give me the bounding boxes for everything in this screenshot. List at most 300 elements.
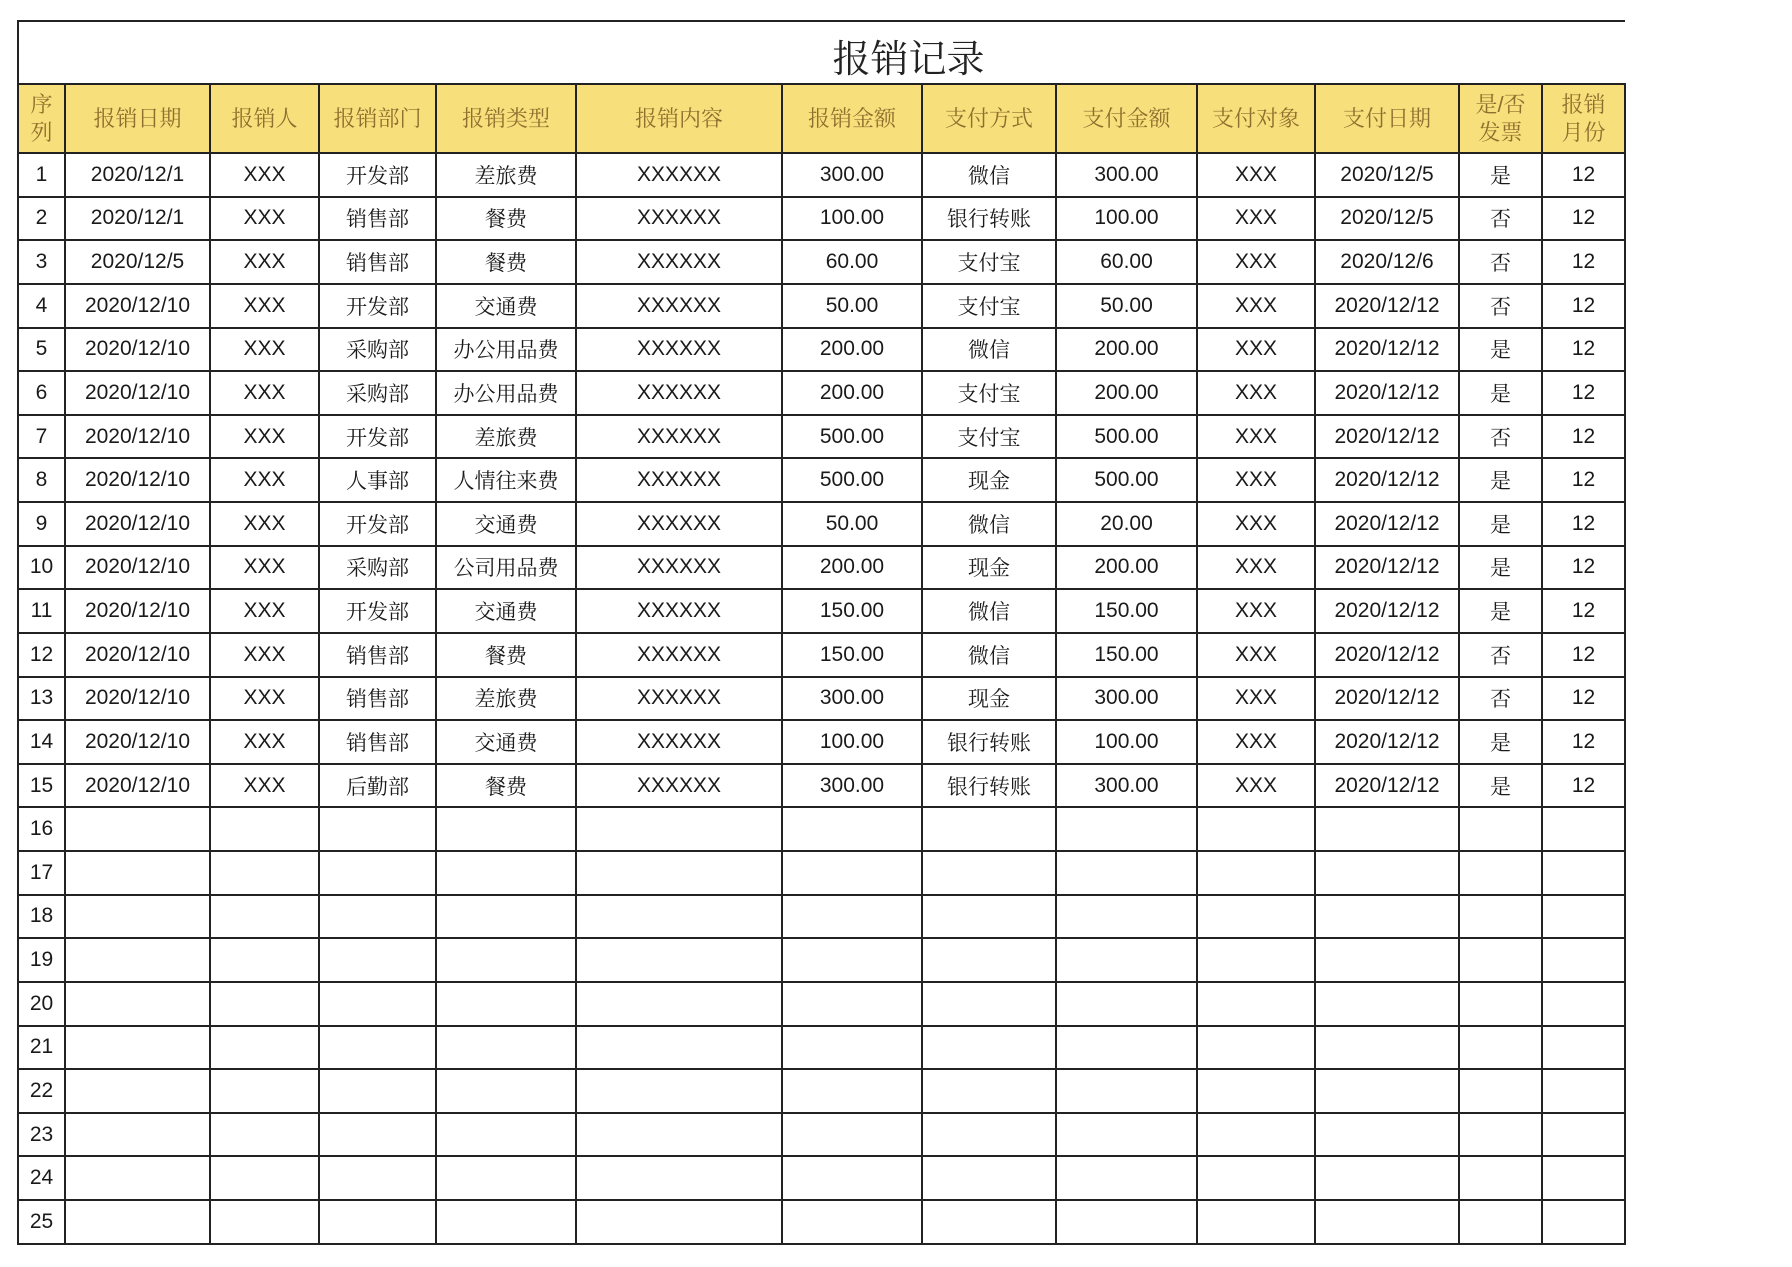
reimburse-month: 12	[1542, 458, 1625, 502]
department: 销售部	[319, 720, 436, 764]
department: 人事部	[319, 458, 436, 502]
header-line: 列	[30, 119, 53, 145]
reimburse-amount: 50.00	[782, 502, 922, 546]
empty-cell	[319, 895, 436, 939]
empty-cell	[1197, 851, 1315, 895]
payment-method: 银行转账	[922, 764, 1056, 808]
expense-type: 餐费	[436, 764, 576, 808]
empty-cell	[576, 1026, 782, 1070]
empty-cell	[65, 1200, 210, 1244]
row-number: 4	[18, 284, 65, 328]
paid-amount: 100.00	[1056, 197, 1197, 241]
department: 后勤部	[319, 764, 436, 808]
invoice-flag: 是	[1459, 153, 1542, 197]
empty-cell	[576, 938, 782, 982]
payment-method: 现金	[922, 677, 1056, 721]
table-row	[18, 677, 1625, 721]
header-line: 发票	[1478, 119, 1523, 145]
empty-cell	[1315, 938, 1459, 982]
empty-cell	[922, 1113, 1056, 1157]
invoice-flag: 否	[1459, 677, 1542, 721]
table-row	[18, 720, 1625, 764]
reimburse-date: 2020/12/5	[65, 240, 210, 284]
expense-content: XXXXXX	[576, 677, 782, 721]
department: 销售部	[319, 677, 436, 721]
empty-cell	[1459, 982, 1542, 1026]
empty-cell	[1197, 1113, 1315, 1157]
department: 开发部	[319, 502, 436, 546]
invoice-flag: 是	[1459, 589, 1542, 633]
header-line: 支付日期	[1342, 105, 1431, 131]
row-number: 3	[18, 240, 65, 284]
table-row	[18, 982, 1625, 1026]
reimburse-date: 2020/12/10	[65, 284, 210, 328]
table-row	[18, 1113, 1625, 1157]
row-number: 8	[18, 458, 65, 502]
expense-content: XXXXXX	[576, 415, 782, 459]
header-line: 报销类型	[461, 105, 550, 131]
header-line: 月份	[1561, 119, 1606, 145]
empty-cell	[319, 807, 436, 851]
table-row	[18, 415, 1625, 459]
reimburse-amount: 60.00	[782, 240, 922, 284]
reimburse-month: 12	[1542, 633, 1625, 677]
reimburse-amount: 200.00	[782, 546, 922, 590]
table-row	[18, 371, 1625, 415]
empty-cell	[65, 807, 210, 851]
table-row	[18, 1156, 1625, 1200]
invoice-flag: 否	[1459, 240, 1542, 284]
payment-method: 支付宝	[922, 371, 1056, 415]
reimburse-month: 12	[1542, 240, 1625, 284]
header-line: 支付金额	[1082, 105, 1171, 131]
expense-type: 差旅费	[436, 415, 576, 459]
payee: XXX	[1197, 764, 1315, 808]
empty-cell	[1315, 895, 1459, 939]
expense-content: XXXXXX	[576, 153, 782, 197]
payment-method: 支付宝	[922, 284, 1056, 328]
reimburse-date: 2020/12/10	[65, 546, 210, 590]
reimburse-amount: 100.00	[782, 720, 922, 764]
reimburse-date: 2020/12/10	[65, 415, 210, 459]
reimburse-amount: 200.00	[782, 371, 922, 415]
empty-cell	[436, 1156, 576, 1200]
row-number: 9	[18, 502, 65, 546]
expense-content: XXXXXX	[576, 633, 782, 677]
table-row	[18, 633, 1625, 677]
col-header-content	[576, 84, 782, 153]
empty-cell	[1056, 1026, 1197, 1070]
department: 采购部	[319, 546, 436, 590]
expense-content: XXXXXX	[576, 458, 782, 502]
empty-cell	[319, 1200, 436, 1244]
reimburser: XXX	[210, 546, 319, 590]
reimburse-amount: 100.00	[782, 197, 922, 241]
reimburse-date: 2020/12/10	[65, 720, 210, 764]
invoice-flag: 是	[1459, 546, 1542, 590]
payee: XXX	[1197, 720, 1315, 764]
reimburse-date: 2020/12/1	[65, 197, 210, 241]
empty-cell	[210, 982, 319, 1026]
table-row	[18, 764, 1625, 808]
paid-amount: 150.00	[1056, 633, 1197, 677]
empty-cell	[1459, 1200, 1542, 1244]
empty-cell	[319, 938, 436, 982]
department: 销售部	[319, 240, 436, 284]
table-row	[18, 1069, 1625, 1113]
empty-cell	[782, 807, 922, 851]
empty-cell	[436, 938, 576, 982]
empty-cell	[1056, 1200, 1197, 1244]
empty-cell	[782, 1200, 922, 1244]
reimburse-date: 2020/12/10	[65, 764, 210, 808]
empty-cell	[65, 1113, 210, 1157]
empty-cell	[922, 938, 1056, 982]
reimburser: XXX	[210, 240, 319, 284]
empty-cell	[65, 1156, 210, 1200]
empty-cell	[319, 851, 436, 895]
payee: XXX	[1197, 502, 1315, 546]
empty-cell	[576, 1200, 782, 1244]
empty-cell	[210, 1200, 319, 1244]
reimburse-month: 12	[1542, 589, 1625, 633]
reimburse-month: 12	[1542, 371, 1625, 415]
invoice-flag: 是	[1459, 720, 1542, 764]
payee: XXX	[1197, 328, 1315, 372]
col-header-invoice	[1459, 84, 1542, 153]
row-number: 24	[18, 1156, 65, 1200]
payment-method: 微信	[922, 633, 1056, 677]
row-number: 25	[18, 1200, 65, 1244]
empty-cell	[65, 1069, 210, 1113]
row-number: 6	[18, 371, 65, 415]
expense-type: 公司用品费	[436, 546, 576, 590]
reimburse-amount: 500.00	[782, 458, 922, 502]
empty-cell	[1315, 851, 1459, 895]
empty-cell	[576, 1069, 782, 1113]
empty-cell	[1056, 1069, 1197, 1113]
reimburse-amount: 300.00	[782, 764, 922, 808]
payee: XXX	[1197, 633, 1315, 677]
department: 销售部	[319, 633, 436, 677]
expense-type: 人情往来费	[436, 458, 576, 502]
reimburse-month: 12	[1542, 328, 1625, 372]
empty-cell	[1056, 1156, 1197, 1200]
row-number: 7	[18, 415, 65, 459]
empty-cell	[1542, 938, 1625, 982]
empty-cell	[1056, 807, 1197, 851]
invoice-flag: 否	[1459, 284, 1542, 328]
table-row	[18, 458, 1625, 502]
row-number: 1	[18, 153, 65, 197]
payment-method: 微信	[922, 328, 1056, 372]
empty-cell	[1459, 1069, 1542, 1113]
reimburse-amount: 150.00	[782, 633, 922, 677]
empty-cell	[1315, 982, 1459, 1026]
header-line: 是/否	[1475, 91, 1526, 117]
payment-date: 2020/12/12	[1315, 720, 1459, 764]
empty-cell	[1459, 895, 1542, 939]
department: 开发部	[319, 415, 436, 459]
reimburse-date: 2020/12/10	[65, 677, 210, 721]
empty-cell	[1056, 938, 1197, 982]
empty-cell	[1056, 982, 1197, 1026]
table-row	[18, 1026, 1625, 1070]
payment-date: 2020/12/12	[1315, 589, 1459, 633]
row-number: 15	[18, 764, 65, 808]
header-line: 报销部门	[333, 105, 422, 131]
empty-cell	[782, 1069, 922, 1113]
row-number: 22	[18, 1069, 65, 1113]
invoice-flag: 否	[1459, 415, 1542, 459]
expense-content: XXXXXX	[576, 546, 782, 590]
payment-method: 银行转账	[922, 197, 1056, 241]
table-row	[18, 197, 1625, 241]
empty-cell	[319, 982, 436, 1026]
empty-cell	[436, 1026, 576, 1070]
reimbursement-table	[17, 20, 1626, 1245]
empty-cell	[65, 1026, 210, 1070]
header-line: 报销内容	[634, 105, 723, 131]
empty-cell	[1197, 1156, 1315, 1200]
department: 采购部	[319, 328, 436, 372]
empty-cell	[436, 1113, 576, 1157]
col-header-seq	[18, 84, 65, 153]
empty-cell	[576, 982, 782, 1026]
empty-cell	[1315, 1200, 1459, 1244]
empty-cell	[319, 1069, 436, 1113]
reimburser: XXX	[210, 720, 319, 764]
empty-cell	[922, 1069, 1056, 1113]
payment-date: 2020/12/12	[1315, 458, 1459, 502]
empty-cell	[436, 982, 576, 1026]
row-number: 20	[18, 982, 65, 1026]
reimburse-date: 2020/12/10	[65, 458, 210, 502]
empty-cell	[1542, 1113, 1625, 1157]
empty-cell	[576, 895, 782, 939]
row-number: 11	[18, 589, 65, 633]
empty-cell	[922, 1200, 1056, 1244]
header-line: 报销	[1561, 91, 1606, 117]
reimburse-amount: 50.00	[782, 284, 922, 328]
payment-method: 现金	[922, 458, 1056, 502]
col-header-type	[436, 84, 576, 153]
payment-date: 2020/12/5	[1315, 197, 1459, 241]
expense-content: XXXXXX	[576, 328, 782, 372]
row-number: 21	[18, 1026, 65, 1070]
paid-amount: 300.00	[1056, 764, 1197, 808]
invoice-flag: 是	[1459, 328, 1542, 372]
empty-cell	[922, 1026, 1056, 1070]
header-line: 报销金额	[807, 105, 896, 131]
empty-cell	[65, 851, 210, 895]
empty-cell	[319, 1026, 436, 1070]
expense-content: XXXXXX	[576, 764, 782, 808]
empty-cell	[210, 807, 319, 851]
payment-method: 现金	[922, 546, 1056, 590]
payee: XXX	[1197, 240, 1315, 284]
payee: XXX	[1197, 371, 1315, 415]
col-header-date	[65, 84, 210, 153]
reimburse-date: 2020/12/10	[65, 371, 210, 415]
payment-method: 支付宝	[922, 415, 1056, 459]
empty-cell	[1542, 895, 1625, 939]
col-header-month	[1542, 84, 1625, 153]
department: 采购部	[319, 371, 436, 415]
header-line: 序	[30, 91, 53, 117]
reimburse-month: 12	[1542, 284, 1625, 328]
table-row	[18, 284, 1625, 328]
row-number: 17	[18, 851, 65, 895]
paid-amount: 200.00	[1056, 371, 1197, 415]
empty-cell	[436, 895, 576, 939]
reimburser: XXX	[210, 153, 319, 197]
empty-cell	[782, 1113, 922, 1157]
paid-amount: 100.00	[1056, 720, 1197, 764]
department: 开发部	[319, 589, 436, 633]
invoice-flag: 是	[1459, 371, 1542, 415]
empty-cell	[210, 1113, 319, 1157]
payee: XXX	[1197, 415, 1315, 459]
reimburser: XXX	[210, 328, 319, 372]
reimburse-date: 2020/12/10	[65, 633, 210, 677]
expense-type: 交通费	[436, 589, 576, 633]
empty-cell	[1459, 1156, 1542, 1200]
row-number: 16	[18, 807, 65, 851]
reimburse-date: 2020/12/10	[65, 589, 210, 633]
table-row	[18, 153, 1625, 197]
empty-cell	[436, 807, 576, 851]
empty-cell	[436, 1069, 576, 1113]
payee: XXX	[1197, 589, 1315, 633]
empty-cell	[1315, 1026, 1459, 1070]
reimburse-amount: 300.00	[782, 153, 922, 197]
empty-cell	[210, 1156, 319, 1200]
payment-date: 2020/12/6	[1315, 240, 1459, 284]
expense-content: XXXXXX	[576, 371, 782, 415]
empty-cell	[65, 938, 210, 982]
payment-method: 银行转账	[922, 720, 1056, 764]
payee: XXX	[1197, 458, 1315, 502]
reimburse-month: 12	[1542, 677, 1625, 721]
row-number: 14	[18, 720, 65, 764]
reimburser: XXX	[210, 502, 319, 546]
empty-cell	[65, 895, 210, 939]
payment-method: 微信	[922, 502, 1056, 546]
empty-cell	[1197, 895, 1315, 939]
table-row	[18, 938, 1625, 982]
row-number: 23	[18, 1113, 65, 1157]
reimburse-amount: 150.00	[782, 589, 922, 633]
empty-cell	[319, 1113, 436, 1157]
department: 销售部	[319, 197, 436, 241]
table-row	[18, 328, 1625, 372]
payment-date: 2020/12/12	[1315, 546, 1459, 590]
reimbursement-sheet	[17, 20, 1624, 1245]
empty-cell	[1197, 807, 1315, 851]
expense-type: 餐费	[436, 197, 576, 241]
empty-cell	[1315, 807, 1459, 851]
header-row	[18, 84, 1625, 153]
payment-method: 支付宝	[922, 240, 1056, 284]
empty-cell	[922, 807, 1056, 851]
empty-cell	[210, 1069, 319, 1113]
empty-cell	[1542, 851, 1625, 895]
reimburser: XXX	[210, 371, 319, 415]
reimburser: XXX	[210, 633, 319, 677]
reimburse-amount: 300.00	[782, 677, 922, 721]
payment-date: 2020/12/12	[1315, 415, 1459, 459]
empty-cell	[1542, 1200, 1625, 1244]
payee: XXX	[1197, 546, 1315, 590]
payee: XXX	[1197, 677, 1315, 721]
empty-cell	[1542, 1026, 1625, 1070]
empty-cell	[782, 938, 922, 982]
empty-cell	[1459, 851, 1542, 895]
empty-cell	[1056, 851, 1197, 895]
expense-type: 差旅费	[436, 153, 576, 197]
reimburse-month: 12	[1542, 415, 1625, 459]
empty-cell	[1315, 1156, 1459, 1200]
payment-date: 2020/12/12	[1315, 764, 1459, 808]
payment-date: 2020/12/12	[1315, 677, 1459, 721]
reimburser: XXX	[210, 764, 319, 808]
empty-cell	[922, 851, 1056, 895]
paid-amount: 500.00	[1056, 458, 1197, 502]
empty-cell	[782, 895, 922, 939]
paid-amount: 300.00	[1056, 153, 1197, 197]
empty-cell	[1542, 807, 1625, 851]
empty-cell	[782, 851, 922, 895]
table-row	[18, 851, 1625, 895]
expense-type: 办公用品费	[436, 328, 576, 372]
expense-content: XXXXXX	[576, 284, 782, 328]
payment-date: 2020/12/12	[1315, 371, 1459, 415]
paid-amount: 200.00	[1056, 328, 1197, 372]
reimburse-month: 12	[1542, 546, 1625, 590]
reimburser: XXX	[210, 589, 319, 633]
empty-cell	[1197, 1200, 1315, 1244]
reimburse-date: 2020/12/10	[65, 502, 210, 546]
table-row	[18, 895, 1625, 939]
reimburse-date: 2020/12/10	[65, 328, 210, 372]
col-header-person	[210, 84, 319, 153]
empty-cell	[65, 982, 210, 1026]
empty-cell	[436, 1200, 576, 1244]
expense-type: 餐费	[436, 633, 576, 677]
empty-cell	[210, 938, 319, 982]
reimburser: XXX	[210, 677, 319, 721]
reimburser: XXX	[210, 458, 319, 502]
payment-method: 微信	[922, 153, 1056, 197]
header-line: 报销人	[231, 105, 298, 131]
empty-cell	[210, 895, 319, 939]
expense-type: 餐费	[436, 240, 576, 284]
reimburse-amount: 200.00	[782, 328, 922, 372]
expense-content: XXXXXX	[576, 197, 782, 241]
empty-cell	[1197, 1069, 1315, 1113]
expense-type: 交通费	[436, 284, 576, 328]
col-header-payee	[1197, 84, 1315, 153]
row-number: 19	[18, 938, 65, 982]
payment-date: 2020/12/12	[1315, 284, 1459, 328]
table-row	[18, 589, 1625, 633]
col-header-department	[319, 84, 436, 153]
empty-cell	[922, 1156, 1056, 1200]
col-header-payment-method	[922, 84, 1056, 153]
empty-cell	[1315, 1113, 1459, 1157]
empty-cell	[210, 851, 319, 895]
